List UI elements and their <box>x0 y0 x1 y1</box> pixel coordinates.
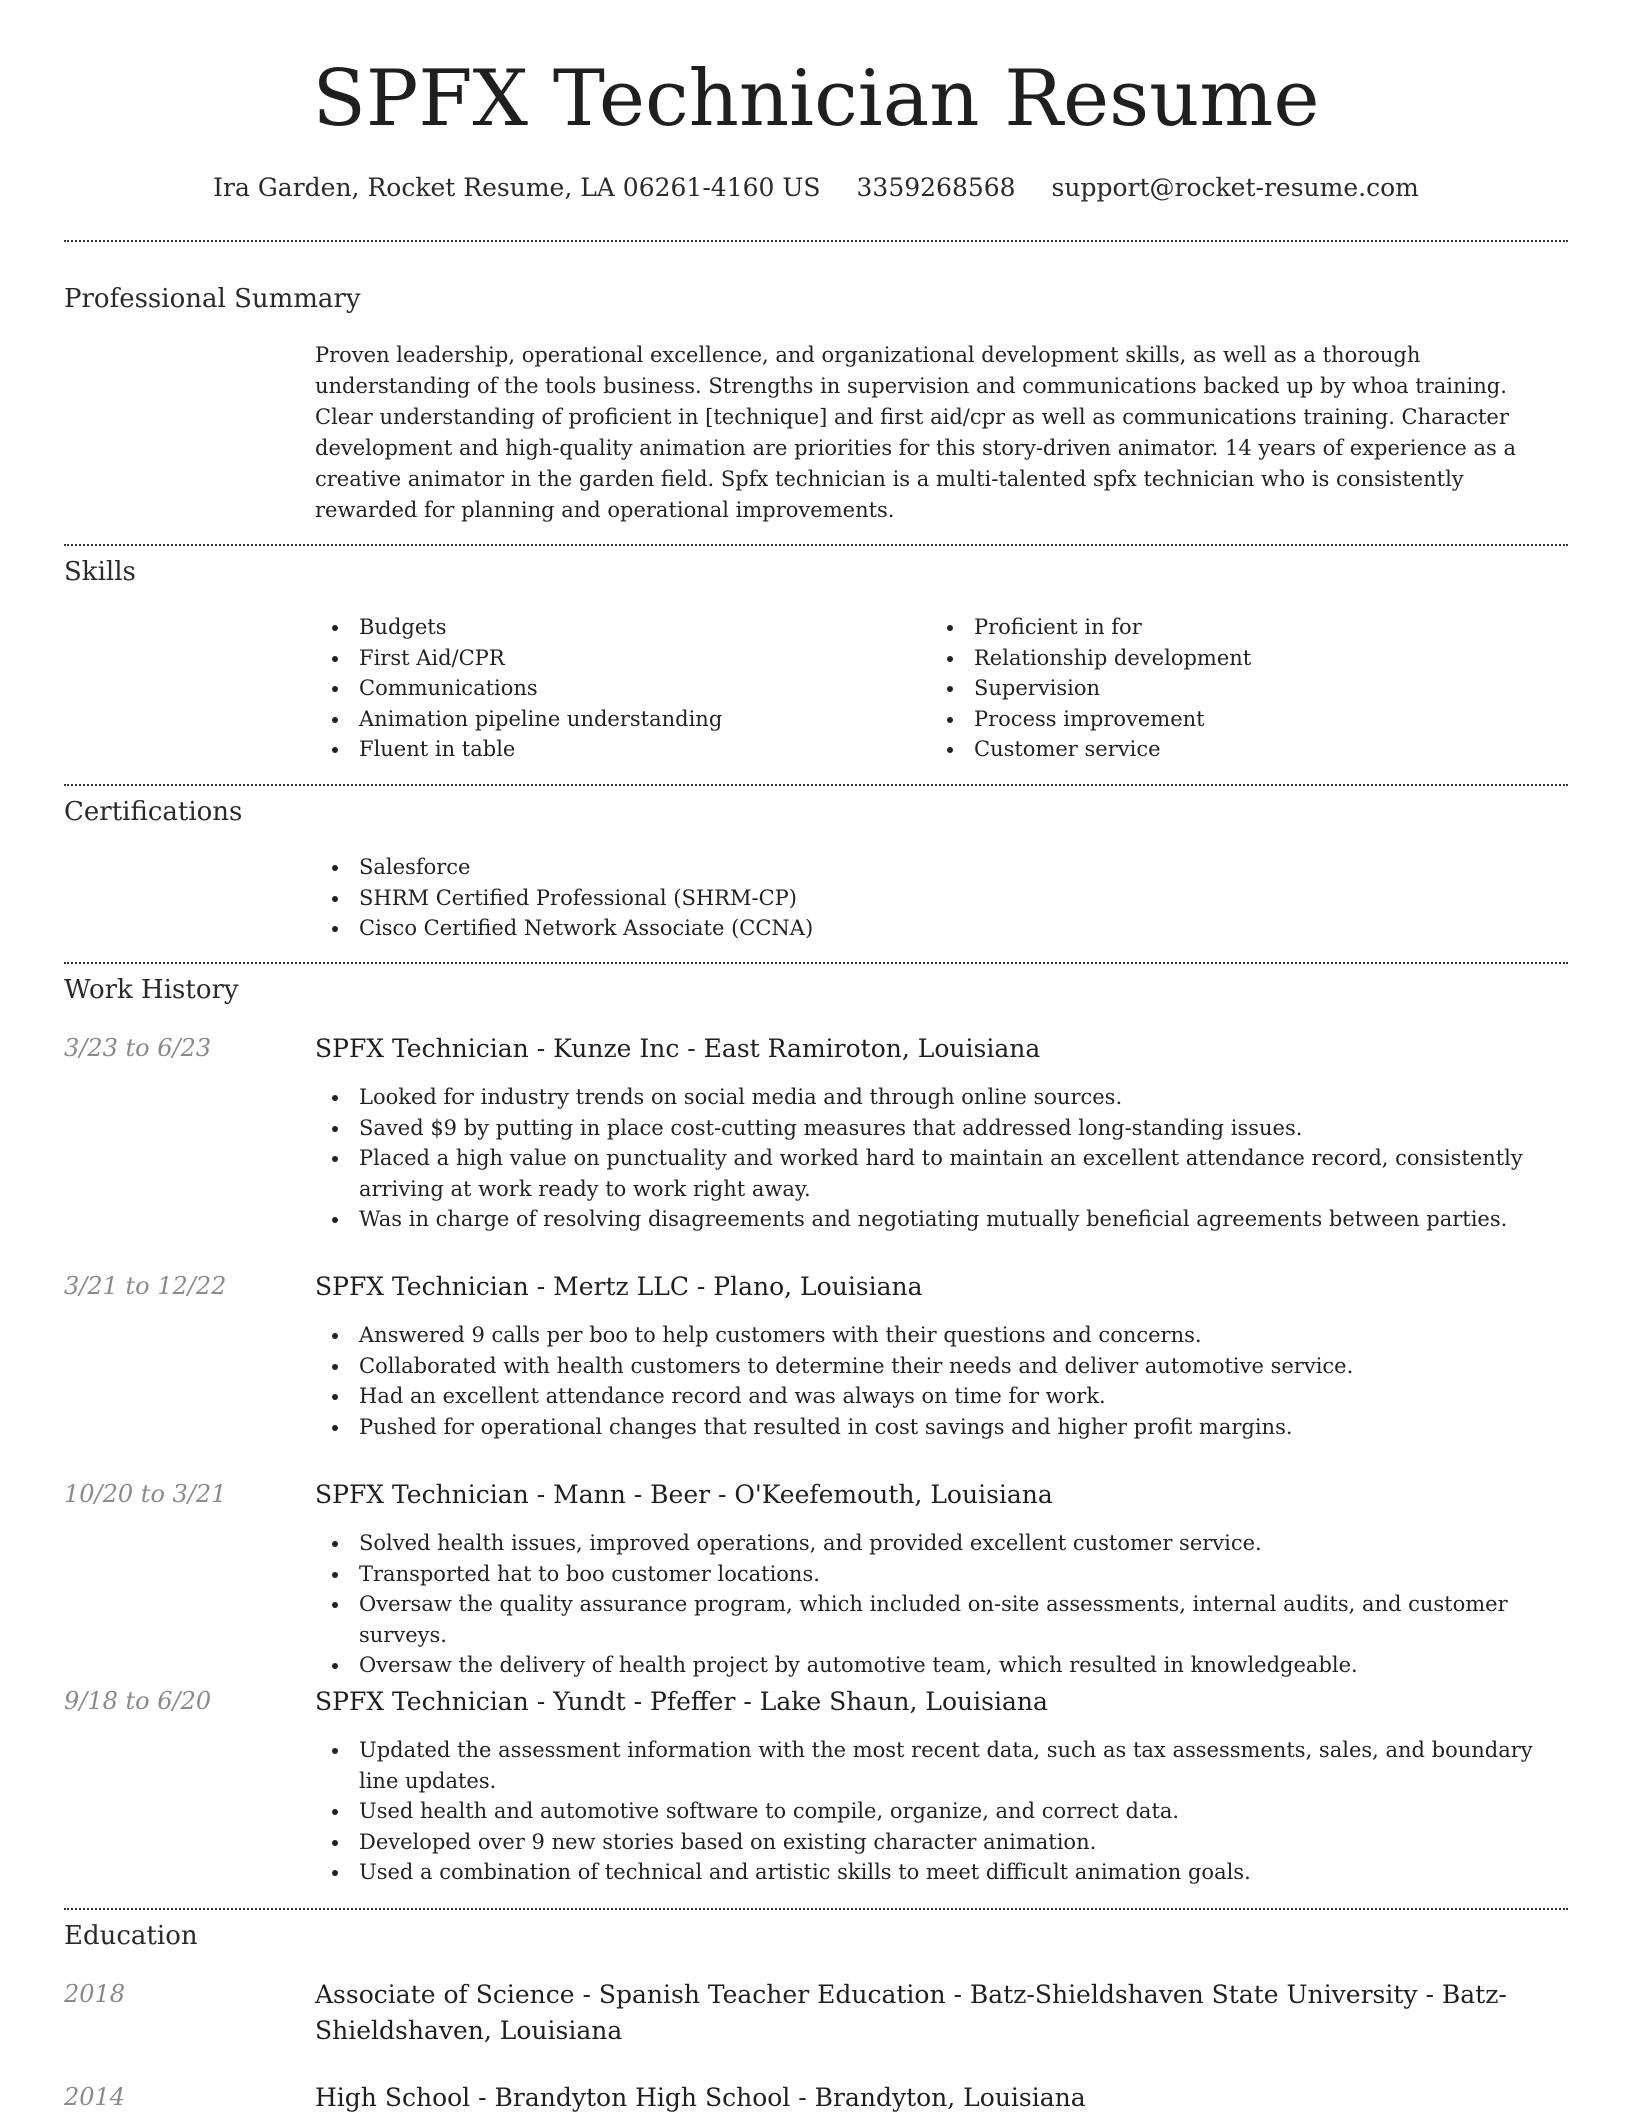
section-title-work-history: Work History <box>64 975 239 1005</box>
skill-item: Relationship development <box>930 643 1545 674</box>
education-section <box>64 1919 1568 1953</box>
divider <box>64 962 1568 964</box>
skills-content <box>315 612 1568 765</box>
skills-list-left <box>315 612 930 765</box>
job-bullet: Used a combination of technical and artistic skills to meet difficult animation goals. <box>315 1857 1568 1888</box>
job-bullet: Collaborated with health customers to determine their needs and deliver automotive service. <box>315 1351 1568 1382</box>
skill-item: First Aid/CPR <box>315 643 930 674</box>
skill-item: Supervision <box>930 673 1545 704</box>
job-bullet: Pushed for operational changes that resulted in cost savings and higher profit margins. <box>315 1412 1568 1443</box>
job-title: SPFX Technician - Mertz LLC - Plano, Louisiana <box>315 1272 923 1301</box>
certification-item: Cisco Certified Network Associate (CCNA) <box>315 913 1568 944</box>
skill-item: Customer service <box>930 734 1545 765</box>
certifications-list <box>315 852 1568 944</box>
job-bullet: Placed a high value on punctuality and worked hard to maintain an excellent attendance record, consistently arriving at work ready to work right away. <box>315 1143 1568 1204</box>
contact-address: Ira Garden, Rocket Resume, LA 06261-4160 US <box>213 173 821 202</box>
skill-item: Process improvement <box>930 704 1545 735</box>
job-bullet: Answered 9 calls per boo to help customers with their questions and concerns. <box>315 1320 1568 1351</box>
job-bullet: Had an excellent attendance record and was always on time for work. <box>315 1381 1568 1412</box>
contact-phone: 3359268568 <box>856 173 1016 202</box>
certification-item: Salesforce <box>315 852 1568 883</box>
contact-line <box>64 171 1568 205</box>
summary-text: Proven leadership, operational excellence, and organizational development skills, as well as a thorough understanding of the tools business. Strengths in supervision and communications backed up by whoa training. Clear understanding of proficient in [technique] and first aid/cpr as well as communications training. Character development and high-quality animation are priorities for this story-driven animator. 14 years of experience as a creative animator in the garden field. Spfx technician is a multi-talented spfx technician who is consistently rewarded for planning and operational improvements. <box>315 343 1516 522</box>
skill-item: Proficient in for <box>930 612 1545 643</box>
job-dates: 3/21 to 12/22 <box>64 1272 227 1300</box>
summary-section <box>64 282 1568 316</box>
work-history-section <box>64 973 1568 1007</box>
job-bullet: Was in charge of resolving disagreements and negotiating mutually beneficial agreements between parties. <box>315 1204 1568 1235</box>
divider <box>64 544 1568 546</box>
job-title: SPFX Technician - Yundt - Pfeffer - Lake Shaun, Louisiana <box>315 1687 1048 1716</box>
skill-item: Fluent in table <box>315 734 930 765</box>
job-bullet: Looked for industry trends on social media and through online sources. <box>315 1082 1568 1113</box>
skills-section <box>64 555 1568 589</box>
education-degree: Associate of Science - Spanish Teacher Education - Batz-Shieldshaven State University - Batz-Shieldshaven, Louisiana <box>315 1980 1507 2045</box>
certifications-content <box>315 852 1568 944</box>
resume-page <box>64 0 1568 2112</box>
job-bullets <box>315 1320 1568 1442</box>
section-title-education: Education <box>64 1921 198 1951</box>
skill-item: Animation pipeline understanding <box>315 704 930 735</box>
job-bullets <box>315 1082 1568 1235</box>
job-dates: 9/18 to 6/20 <box>64 1687 212 1715</box>
skills-list-right <box>930 612 1545 765</box>
job-bullet: Transported hat to boo customer locations. <box>315 1559 1568 1590</box>
section-title-certifications: Certifications <box>64 797 243 827</box>
skill-item: Budgets <box>315 612 930 643</box>
job-bullet: Saved $9 by putting in place cost-cutting measures that addressed long-standing issues. <box>315 1113 1568 1144</box>
skill-item: Communications <box>315 673 930 704</box>
resume-title: SPFX Technician Resume <box>312 54 1320 144</box>
certification-item: SHRM Certified Professional (SHRM-CP) <box>315 883 1568 914</box>
job-bullet: Solved health issues, improved operations, and provided excellent customer service. <box>315 1528 1568 1559</box>
job-bullet: Oversaw the quality assurance program, which included on-site assessments, internal audits, and customer surveys. <box>315 1589 1568 1650</box>
education-year: 2014 <box>64 2083 126 2111</box>
contact-email: support@rocket-resume.com <box>1051 173 1419 202</box>
job-bullet: Used health and automotive software to compile, organize, and correct data. <box>315 1796 1568 1827</box>
job-title: SPFX Technician - Mann - Beer - O'Keefemouth, Louisiana <box>315 1480 1053 1509</box>
job-bullet: Updated the assessment information with the most recent data, such as tax assessments, sales, and boundary line updates. <box>315 1735 1568 1796</box>
divider <box>64 240 1568 242</box>
job-title: SPFX Technician - Kunze Inc - East Ramiroton, Louisiana <box>315 1034 1041 1063</box>
education-degree: High School - Brandyton High School - Brandyton, Louisiana <box>315 2083 1086 2112</box>
job-dates: 3/23 to 6/23 <box>64 1034 212 1062</box>
education-year: 2018 <box>64 1980 126 2008</box>
divider <box>64 1908 1568 1910</box>
job-bullets <box>315 1528 1568 1681</box>
section-title-summary: Professional Summary <box>64 284 361 314</box>
divider <box>64 784 1568 786</box>
summary-content <box>315 340 1568 526</box>
job-bullet: Developed over 9 new stories based on existing character animation. <box>315 1827 1568 1858</box>
job-bullet: Oversaw the delivery of health project by automotive team, which resulted in knowledgeable. <box>315 1650 1568 1681</box>
job-bullets <box>315 1735 1568 1888</box>
section-title-skills: Skills <box>64 557 136 587</box>
job-dates: 10/20 to 3/21 <box>64 1480 227 1508</box>
certifications-section <box>64 795 1568 829</box>
